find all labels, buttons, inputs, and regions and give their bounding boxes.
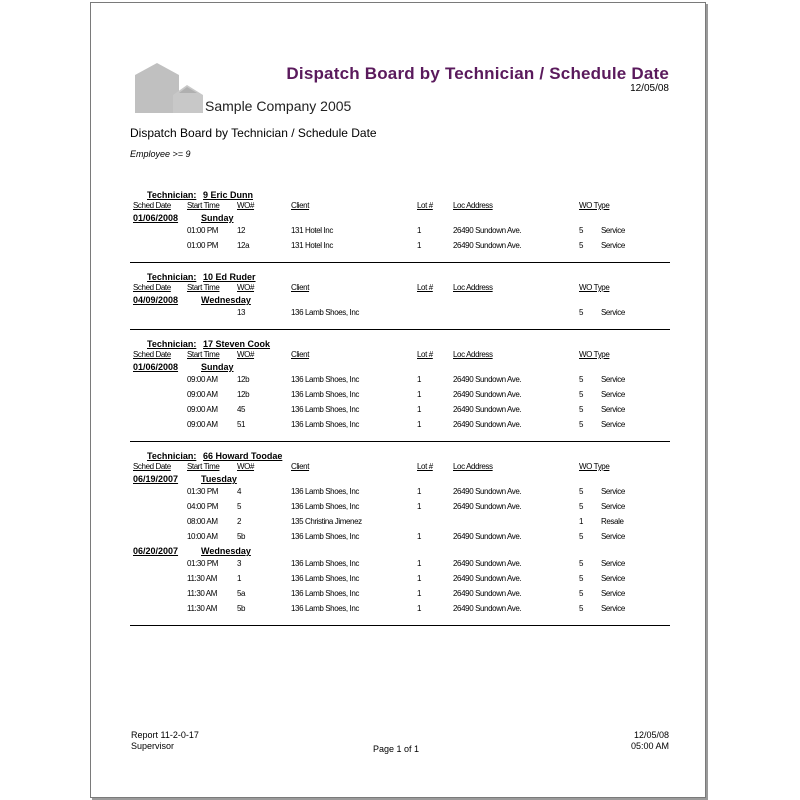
wo-type-code: 5 <box>579 420 584 429</box>
start-time: 04:00 PM <box>187 502 219 511</box>
table-row <box>130 485 670 500</box>
table-row <box>130 530 670 545</box>
column-header-row <box>130 283 670 294</box>
start-time: 08:00 AM <box>187 517 218 526</box>
technician-group <box>130 189 670 263</box>
wo-number: 12 <box>237 226 246 235</box>
technician-group <box>130 450 670 626</box>
lot-number: 1 <box>417 390 422 399</box>
lot-number: 1 <box>417 559 422 568</box>
technician-label: Technician: <box>147 339 197 349</box>
technician-header <box>130 450 670 462</box>
lot-number: 1 <box>417 241 422 250</box>
loc-address: 26490 Sundown Ave. <box>453 589 522 598</box>
report-body <box>130 189 670 634</box>
wo-number: 4 <box>237 487 242 496</box>
wo-type: Resale <box>601 517 624 526</box>
schedule-date-row <box>130 361 670 373</box>
column-header-sched-date: Sched Date <box>133 350 171 359</box>
schedule-date: 04/09/2008 <box>133 295 179 305</box>
client-name: 136 Lamb Shoes, Inc <box>291 604 360 613</box>
wo-number: 5b <box>237 532 246 541</box>
client-name: 136 Lamb Shoes, Inc <box>291 390 360 399</box>
loc-address: 26490 Sundown Ave. <box>453 532 522 541</box>
start-time: 11:30 AM <box>187 589 218 598</box>
column-header-sched-date: Sched Date <box>133 201 171 210</box>
start-time: 11:30 AM <box>187 574 218 583</box>
technician-label: Technician: <box>147 451 197 461</box>
schedule-day: Wednesday <box>201 295 251 305</box>
start-time: 01:00 PM <box>187 241 219 250</box>
wo-number: 5b <box>237 604 246 613</box>
column-header-loc-address: Loc Address <box>453 462 493 471</box>
wo-number: 3 <box>237 559 242 568</box>
column-header-wo-type: WO Type <box>579 462 610 471</box>
column-header-row <box>130 201 670 212</box>
loc-address: 26490 Sundown Ave. <box>453 375 522 384</box>
lot-number: 1 <box>417 589 422 598</box>
lot-number: 1 <box>417 532 422 541</box>
technician-label: Technician: <box>147 272 197 282</box>
wo-type: Service <box>601 589 625 598</box>
schedule-date-row <box>130 212 670 224</box>
wo-type-code: 5 <box>579 502 584 511</box>
lot-number: 1 <box>417 405 422 414</box>
start-time: 09:00 AM <box>187 390 218 399</box>
footer-left <box>131 730 199 752</box>
start-time: 01:30 PM <box>187 559 219 568</box>
wo-type: Service <box>601 502 625 511</box>
start-time: 10:00 AM <box>187 532 218 541</box>
technician-label: Technician: <box>147 190 197 200</box>
client-name: 136 Lamb Shoes, Inc <box>291 559 360 568</box>
report-title: Dispatch Board by Technician / Schedule Date <box>286 64 669 83</box>
lot-number: 1 <box>417 375 422 384</box>
wo-type-code: 5 <box>579 241 584 250</box>
schedule-date: 06/20/2007 <box>133 546 179 556</box>
loc-address: 26490 Sundown Ave. <box>453 487 522 496</box>
column-header-client: Client <box>291 201 310 210</box>
lot-number: 1 <box>417 420 422 429</box>
wo-type: Service <box>601 574 625 583</box>
column-header-row <box>130 350 670 361</box>
table-row <box>130 403 670 418</box>
wo-type: Service <box>601 604 625 613</box>
schedule-day: Sunday <box>201 213 234 223</box>
wo-number: 1 <box>237 574 242 583</box>
column-header-client: Client <box>291 462 310 471</box>
wo-number: 12b <box>237 390 250 399</box>
buildings-icon <box>135 63 205 113</box>
lot-number: 1 <box>417 226 422 235</box>
schedule-date-row <box>130 294 670 306</box>
table-row <box>130 239 670 254</box>
wo-type: Service <box>601 487 625 496</box>
schedule-day: Tuesday <box>201 474 237 484</box>
technician-group <box>130 271 670 330</box>
schedule-day: Wednesday <box>201 546 251 556</box>
table-row <box>130 587 670 602</box>
loc-address: 26490 Sundown Ave. <box>453 604 522 613</box>
column-header-start-time: Start Time <box>187 350 220 359</box>
wo-type: Service <box>601 308 625 317</box>
wo-type-code: 1 <box>579 517 584 526</box>
column-header-client: Client <box>291 283 310 292</box>
wo-type: Service <box>601 405 625 414</box>
schedule-date: 06/19/2007 <box>133 474 179 484</box>
start-time: 01:30 PM <box>187 487 219 496</box>
technician-name: 9 Eric Dunn <box>203 190 254 200</box>
loc-address: 26490 Sundown Ave. <box>453 559 522 568</box>
client-name: 136 Lamb Shoes, Inc <box>291 502 360 511</box>
wo-type: Service <box>601 532 625 541</box>
column-header-lot: Lot # <box>417 350 433 359</box>
report-page <box>90 2 706 798</box>
wo-type-code: 5 <box>579 532 584 541</box>
lot-number: 1 <box>417 502 422 511</box>
loc-address: 26490 Sundown Ave. <box>453 405 522 414</box>
column-header-lot: Lot # <box>417 283 433 292</box>
report-subtitle: Dispatch Board by Technician / Schedule Date <box>130 126 377 140</box>
column-header-lot: Lot # <box>417 201 433 210</box>
table-row <box>130 500 670 515</box>
table-row <box>130 602 670 617</box>
column-header-wo-type: WO Type <box>579 283 610 292</box>
footer-date: 12/05/08 <box>633 730 669 740</box>
column-header-wo-num: WO# <box>237 462 255 471</box>
lot-number: 1 <box>417 604 422 613</box>
wo-number: 5a <box>237 589 246 598</box>
wo-type-code: 5 <box>579 390 584 399</box>
wo-type: Service <box>601 226 625 235</box>
loc-address: 26490 Sundown Ave. <box>453 241 522 250</box>
column-header-row <box>130 462 670 473</box>
wo-type-code: 5 <box>579 604 584 613</box>
technician-group <box>130 338 670 442</box>
schedule-date-row <box>130 473 670 485</box>
wo-type: Service <box>601 241 625 250</box>
lot-number: 1 <box>417 574 422 583</box>
column-header-sched-date: Sched Date <box>133 462 171 471</box>
column-header-loc-address: Loc Address <box>453 201 493 210</box>
wo-number: 2 <box>237 517 242 526</box>
column-header-start-time: Start Time <box>187 462 220 471</box>
client-name: 136 Lamb Shoes, Inc <box>291 574 360 583</box>
table-row <box>130 572 670 587</box>
table-row <box>130 418 670 433</box>
footer-right <box>631 730 669 752</box>
report-id: Report 11-2-0-17 <box>131 730 199 740</box>
wo-type-code: 5 <box>579 375 584 384</box>
client-name: 136 Lamb Shoes, Inc <box>291 375 360 384</box>
start-time: 11:30 AM <box>187 604 218 613</box>
wo-type: Service <box>601 559 625 568</box>
client-name: 131 Hotel Inc <box>291 226 333 235</box>
client-name: 136 Lamb Shoes, Inc <box>291 420 360 429</box>
footer-time: 05:00 AM <box>630 741 669 751</box>
client-name: 136 Lamb Shoes, Inc <box>291 405 360 414</box>
start-time: 09:00 AM <box>187 405 218 414</box>
wo-type: Service <box>601 375 625 384</box>
column-header-wo-num: WO# <box>237 350 255 359</box>
table-row <box>130 306 670 321</box>
client-name: 135 Christina Jimenez <box>291 517 362 526</box>
table-row <box>130 388 670 403</box>
wo-number: 13 <box>237 308 246 317</box>
client-name: 136 Lamb Shoes, Inc <box>291 308 360 317</box>
wo-number: 12a <box>237 241 250 250</box>
start-time: 09:00 AM <box>187 420 218 429</box>
header-date: 12/05/08 <box>630 83 669 94</box>
table-row <box>130 557 670 572</box>
column-header-loc-address: Loc Address <box>453 350 493 359</box>
report-user: Supervisor <box>131 741 175 751</box>
column-header-wo-num: WO# <box>237 283 255 292</box>
wo-type-code: 5 <box>579 559 584 568</box>
column-header-wo-type: WO Type <box>579 350 610 359</box>
column-header-wo-num: WO# <box>237 201 255 210</box>
filter-criteria: Employee >= 9 <box>130 149 191 159</box>
loc-address: 26490 Sundown Ave. <box>453 574 522 583</box>
table-row <box>130 224 670 239</box>
wo-number: 12b <box>237 375 250 384</box>
wo-type: Service <box>601 420 625 429</box>
column-header-sched-date: Sched Date <box>133 283 171 292</box>
technician-header <box>130 338 670 350</box>
start-time: 09:00 AM <box>187 375 218 384</box>
client-name: 131 Hotel Inc <box>291 241 333 250</box>
loc-address: 26490 Sundown Ave. <box>453 390 522 399</box>
wo-type-code: 5 <box>579 226 584 235</box>
loc-address: 26490 Sundown Ave. <box>453 502 522 511</box>
technician-name: 10 Ed Ruder <box>203 272 256 282</box>
client-name: 136 Lamb Shoes, Inc <box>291 589 360 598</box>
technician-header <box>130 189 670 201</box>
wo-type-code: 5 <box>579 487 584 496</box>
column-header-wo-type: WO Type <box>579 201 610 210</box>
column-header-start-time: Start Time <box>187 201 220 210</box>
loc-address: 26490 Sundown Ave. <box>453 420 522 429</box>
client-name: 136 Lamb Shoes, Inc <box>291 487 360 496</box>
loc-address: 26490 Sundown Ave. <box>453 226 522 235</box>
technician-header <box>130 271 670 283</box>
column-header-lot: Lot # <box>417 462 433 471</box>
schedule-date: 01/06/2008 <box>133 213 179 223</box>
page-number: Page 1 of 1 <box>373 744 420 754</box>
technician-name: 17 Steven Cook <box>203 339 271 349</box>
column-header-loc-address: Loc Address <box>453 283 493 292</box>
client-name: 136 Lamb Shoes, Inc <box>291 532 360 541</box>
wo-type-code: 5 <box>579 589 584 598</box>
wo-type: Service <box>601 390 625 399</box>
start-time: 01:00 PM <box>187 226 219 235</box>
technician-name: 66 Howard Toodae <box>203 451 283 461</box>
lot-number: 1 <box>417 487 422 496</box>
column-header-client: Client <box>291 350 310 359</box>
table-row <box>130 373 670 388</box>
schedule-date-row <box>130 545 670 557</box>
company-name: Sample Company 2005 <box>205 98 352 114</box>
wo-number: 45 <box>237 405 246 414</box>
wo-type-code: 5 <box>579 574 584 583</box>
table-row <box>130 515 670 530</box>
schedule-day: Sunday <box>201 362 234 372</box>
wo-type-code: 5 <box>579 308 584 317</box>
column-header-start-time: Start Time <box>187 283 220 292</box>
wo-number: 5 <box>237 502 242 511</box>
schedule-date: 01/06/2008 <box>133 362 179 372</box>
wo-type-code: 5 <box>579 405 584 414</box>
wo-number: 51 <box>237 420 246 429</box>
